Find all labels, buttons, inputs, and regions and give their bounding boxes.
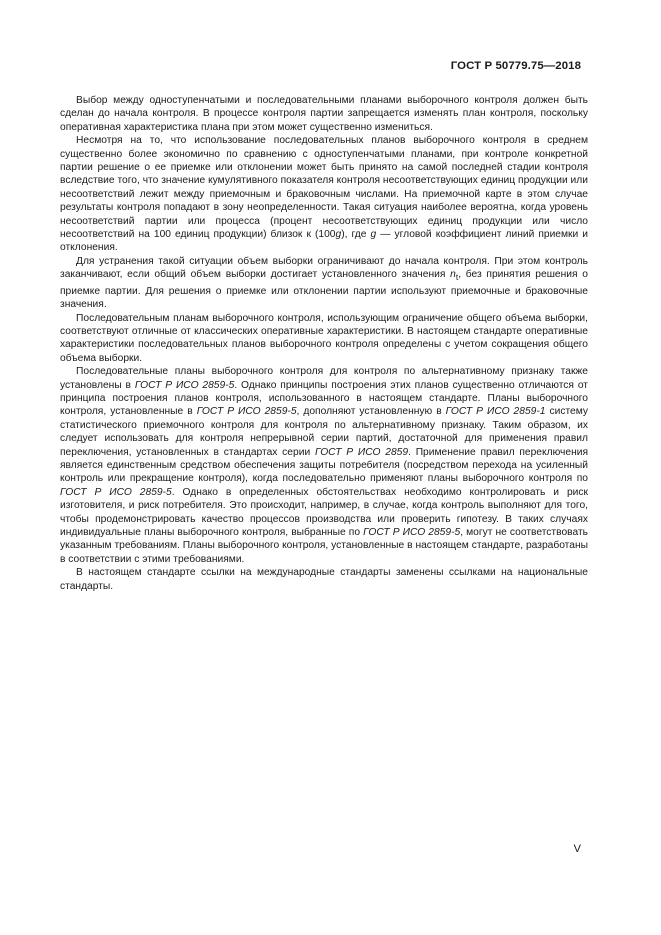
paragraph-text: . Однако принципы построения этих планов существенно отличаются от принципа построения планов контроля, использованного в настоящем стандарте. Планы выборочного контроля, установленные в [60,379,588,418]
paragraph-text: Для устранения такой ситуации объем выборки ограничивают до начала контроля. При этом контроль заканчивают, если общий объем выборки достигает установленного значения [60,255,588,281]
subscript-text: t [455,272,459,283]
body-paragraph [60,365,588,566]
italic-text: ГОСТ Р ИСО 2859-5 [60,486,172,498]
body-paragraph [60,255,588,312]
paragraph-text: . Однако в определенных обстоятельствах необходимо контролировать и риск изготовителя, и риск потребителя. Это происходит, например, в случае, когда контроль выполняют для того, чтобы продемонстрировать качество процессов производства или проверить гипотезу. В таких случаях индивидуальные планы выборочного контроля, выбранные по [60,486,588,539]
italic-text: n [450,269,456,281]
paragraph-text: — угловой коэффициент линий приемки и отклонения. [60,229,589,254]
body-paragraph [60,566,588,593]
paragraph-text: Последовательным планам выборочного контроля, использующим ограничение общего объема выборки, соответствуют отличные от классических оперативные характеристики. В настоящем стандарте оперативные характеристики последовательных планов выборочного контроля определены с учетом сокращения общего объема выборки. [60,312,588,364]
paragraph-text: . Применение правил переключения является единственным средством обеспечения защиты потребителя (посредством перехода на усиленный контроль или прекращение контроля), когда последовательно применяют планы выборочного контроля по [60,446,589,485]
italic-text: ГОСТ Р ИСО 2859-5 [363,527,461,539]
paragraph-text: Несмотря на то, что использование последовательных планов выборочного контроля в среднем существенно более экономично по сравнению с одноступенчатыми планами, при контроле конкретной партии решение о ее приемке или отклонении может быть принято на самой последней стадии контроля вследствие того, что значение кумулятивного показателя контроля несоответствующих единиц продукции или несоответствий лежит между приемочным и браковочным числами. На приемочной карте в этом случае результаты контроля попадают в зону неопределенности. Такая ситуация наиболее вероятна, когда уровень несоответствий партии или процесса (процент несоответствующих единиц продукции или число несоответствий на 100 единиц продукции) близок к (100 [60,135,588,241]
paragraph-text: , без принятия решения о приемке партии. Для решения о приемке или отклонении партии используют приемочные и браковочные значения. [60,269,588,311]
paragraph-text: В настоящем стандарте ссылки на международные стандарты заменены ссылками на национальные стандарты. [60,567,588,592]
document-body [60,94,588,593]
page-number: V [573,843,581,855]
document-header: ГОСТ Р 50779.75—2018 [450,60,581,72]
italic-text: ГОСТ Р ИСО 2859-5 [134,379,235,391]
paragraph-text: , дополняют установленную в [296,406,446,418]
italic-text: g [370,229,377,241]
body-paragraph [60,134,588,255]
body-paragraph [60,312,588,366]
paragraph-text: , могут не соответствовать указанным требованиям. Планы выборочного контроля, установленные в настоящем стандарте, разработаны в соответствии с этими требованиями. [60,527,589,565]
paragraph-text: систему статистического приемочного контроля для контроля по альтернативному признаку. Таким образом, их следует использовать для контроля непрерывной серии партий, достаточной для применения правил переключения, установленных в стандартах серии [60,406,589,458]
paragraph-text: Выбор между одноступенчатыми и последовательными планами выборочного контроля должен быть сделан до начала контроля. В процессе контроля партии запрещается изменять план контроля, поскольку оперативная характеристика плана при этом может существенно измениться. [60,95,588,133]
italic-text: g [335,229,342,241]
italic-text: ГОСТ Р ИСО 2859-5 [196,406,297,418]
italic-text: ГОСТ Р ИСО 2859-1 [445,406,546,418]
italic-text: ГОСТ Р ИСО 2859 [314,446,409,458]
body-paragraph [60,94,588,134]
paragraph-text: ), где [341,229,371,241]
paragraph-text: Последовательные планы выборочного контроля для контроля по альтернативному признаку также установлены в [60,366,588,391]
